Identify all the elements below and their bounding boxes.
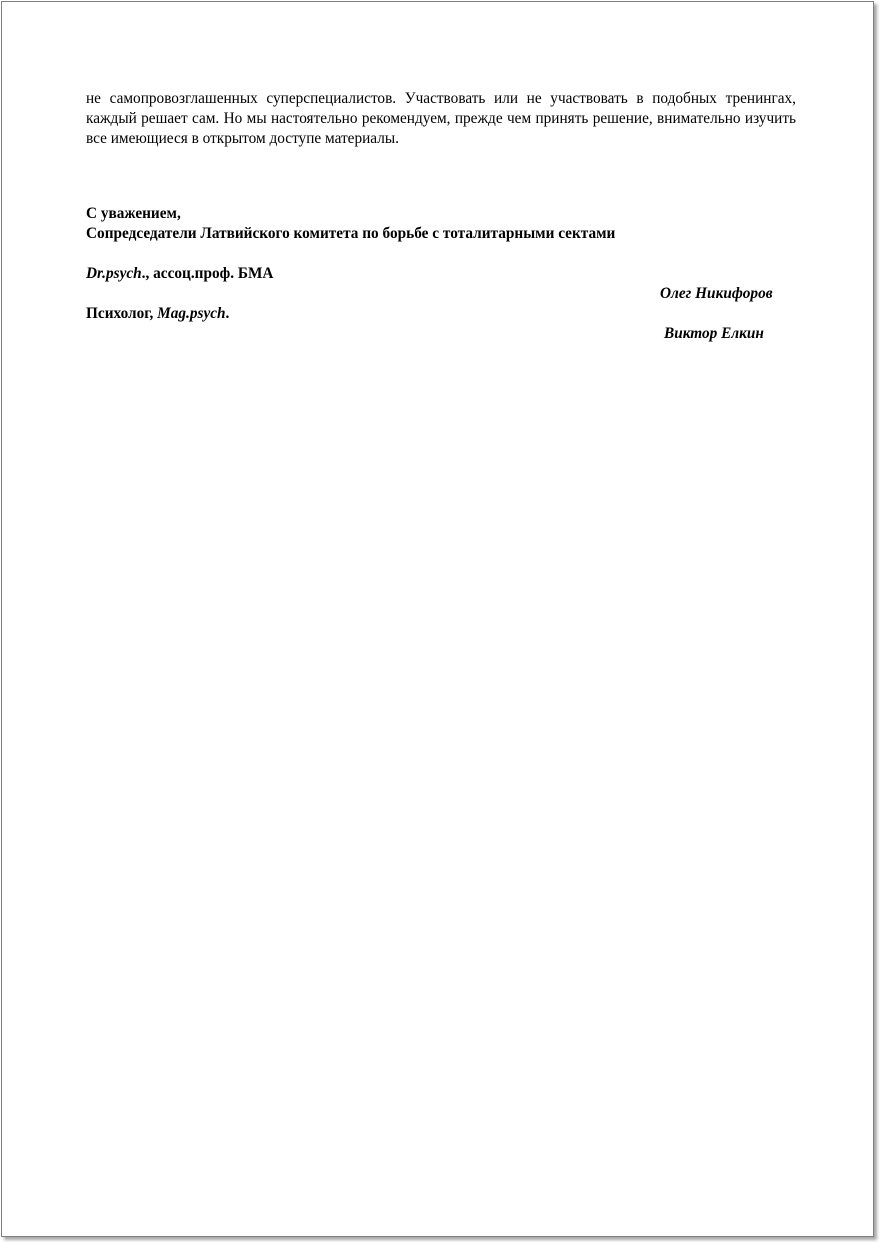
signer1-name: Олег Никифоров (660, 285, 773, 302)
signer2-title (86, 304, 229, 324)
signer2-degree: Mag.psych (157, 305, 226, 322)
cochairs-line: Сопредседатели Латвийского комитета по борьбе с тоталитарными сектами (86, 225, 616, 242)
document-page (1, 1, 874, 1237)
signer2-suffix: . (225, 305, 230, 322)
signer2-profession: Психолог, (86, 305, 158, 322)
closing-line: С уважением, (86, 205, 181, 222)
signer2-name: Виктор Елкин (664, 325, 764, 342)
signer1-degree: Dr.psych (86, 265, 142, 282)
signer1-title (86, 264, 273, 284)
body-paragraph: не самопровозглашенных суперспециалистов. Участвовать или не участвовать в подобных тренингах, каждый решает сам. Но мы настоятельно рекомендуем, прежде чем принять решение, внимательно изучить все имеющиеся в открытом доступе материалы. (86, 90, 796, 147)
signer1-position: ., ассоц.проф. БМА (141, 265, 274, 282)
